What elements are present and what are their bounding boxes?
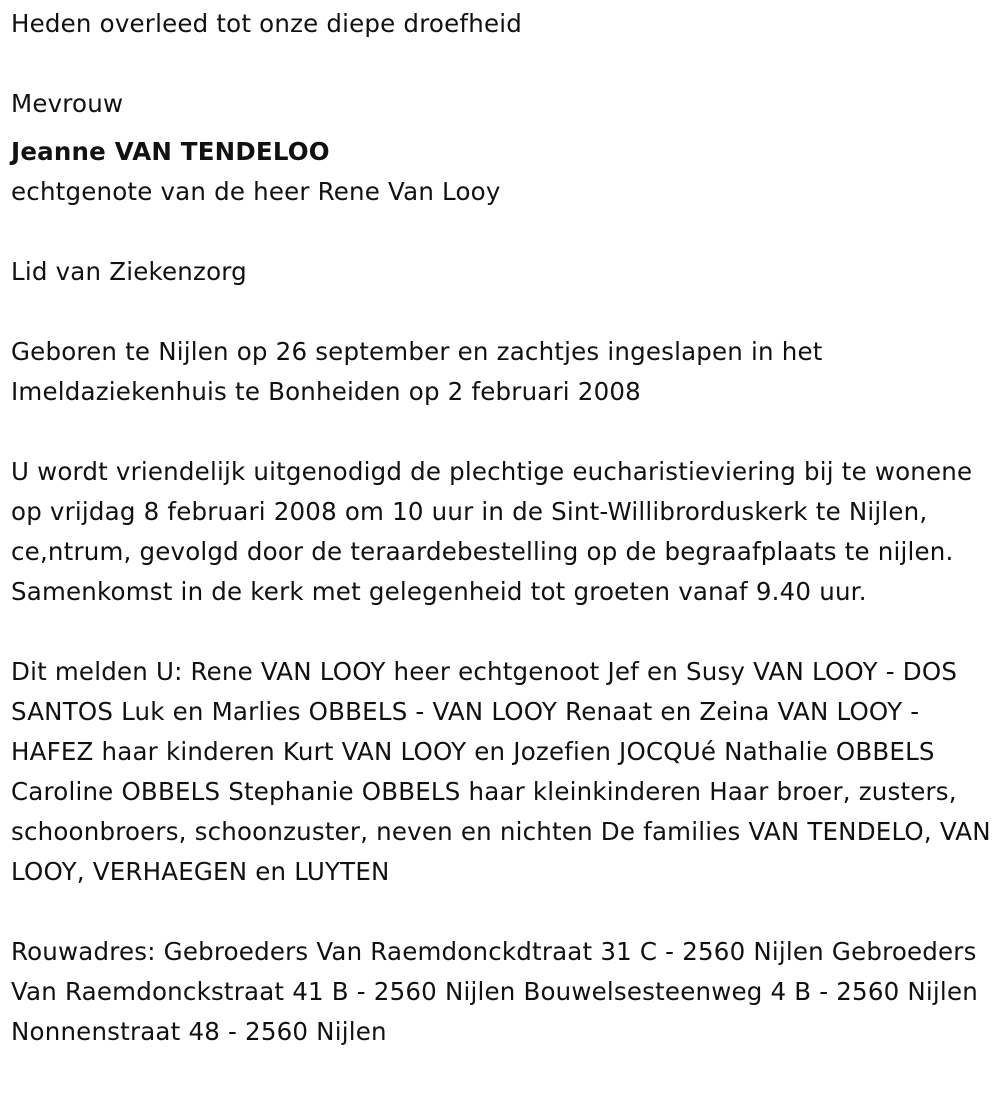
spacer	[11, 212, 996, 252]
obituary-notice	[11, 4, 996, 1052]
spacer	[11, 44, 996, 84]
birth-death-paragraph: Geboren te Nijlen op 26 september en zachtjes ingeslapen in het Imeldaziekenhuis te Bonheiden op 2 februari 2008	[11, 337, 823, 406]
funeral-invitation-paragraph: U wordt vriendelijk uitgenodigd de plechtige eucharistieviering bij te wonene op vrijdag 8 februari 2008 om 10 uur in de Sint-Willibrorduskerk te Nijlen, ce,ntrum, gevolgd door de teraardebestelling op de begraafplaats te nijlen. Samenkomst in de kerk met gelegenheid tot groeten vanaf 9.40 uur.	[11, 457, 973, 606]
spouse-line: echtgenote van de heer Rene Van Looy	[11, 177, 501, 206]
spacer	[11, 412, 996, 452]
spacer	[11, 292, 996, 332]
mourning-address-paragraph: Rouwadres: Gebroeders Van Raemdonckdtraat 31 C - 2560 Nijlen Gebroeders Van Raemdonckstraat 41 B - 2560 Nijlen Bouwelsesteenweg 4 B - 2560 Nijlen Nonnenstraat 48 - 2560 Nijlen	[11, 937, 978, 1046]
deceased-name: Jeanne VAN TENDELOO	[11, 137, 330, 166]
membership-line: Lid van Ziekenzorg	[11, 257, 247, 286]
intro-text: Heden overleed tot onze diepe droefheid	[11, 9, 522, 38]
family-paragraph: Dit melden U: Rene VAN LOOY heer echtgenoot Jef en Susy VAN LOOY - DOS SANTOS Luk en Marlies OBBELS - VAN LOOY Renaat en Zeina VAN LOOY - HAFEZ haar kinderen Kurt VAN LOOY en Jozefien JOCQUé Nathalie OBBELS Caroline OBBELS Stephanie OBBELS haar kleinkinderen Haar broer, zusters, schoonbroers, schoonzuster, neven en nichten De families VAN TENDELO, VAN LOOY, VERHAEGEN en LUYTEN	[11, 657, 991, 886]
honorific-title: Mevrouw	[11, 89, 124, 118]
spacer	[11, 612, 996, 652]
spacer	[11, 892, 996, 932]
